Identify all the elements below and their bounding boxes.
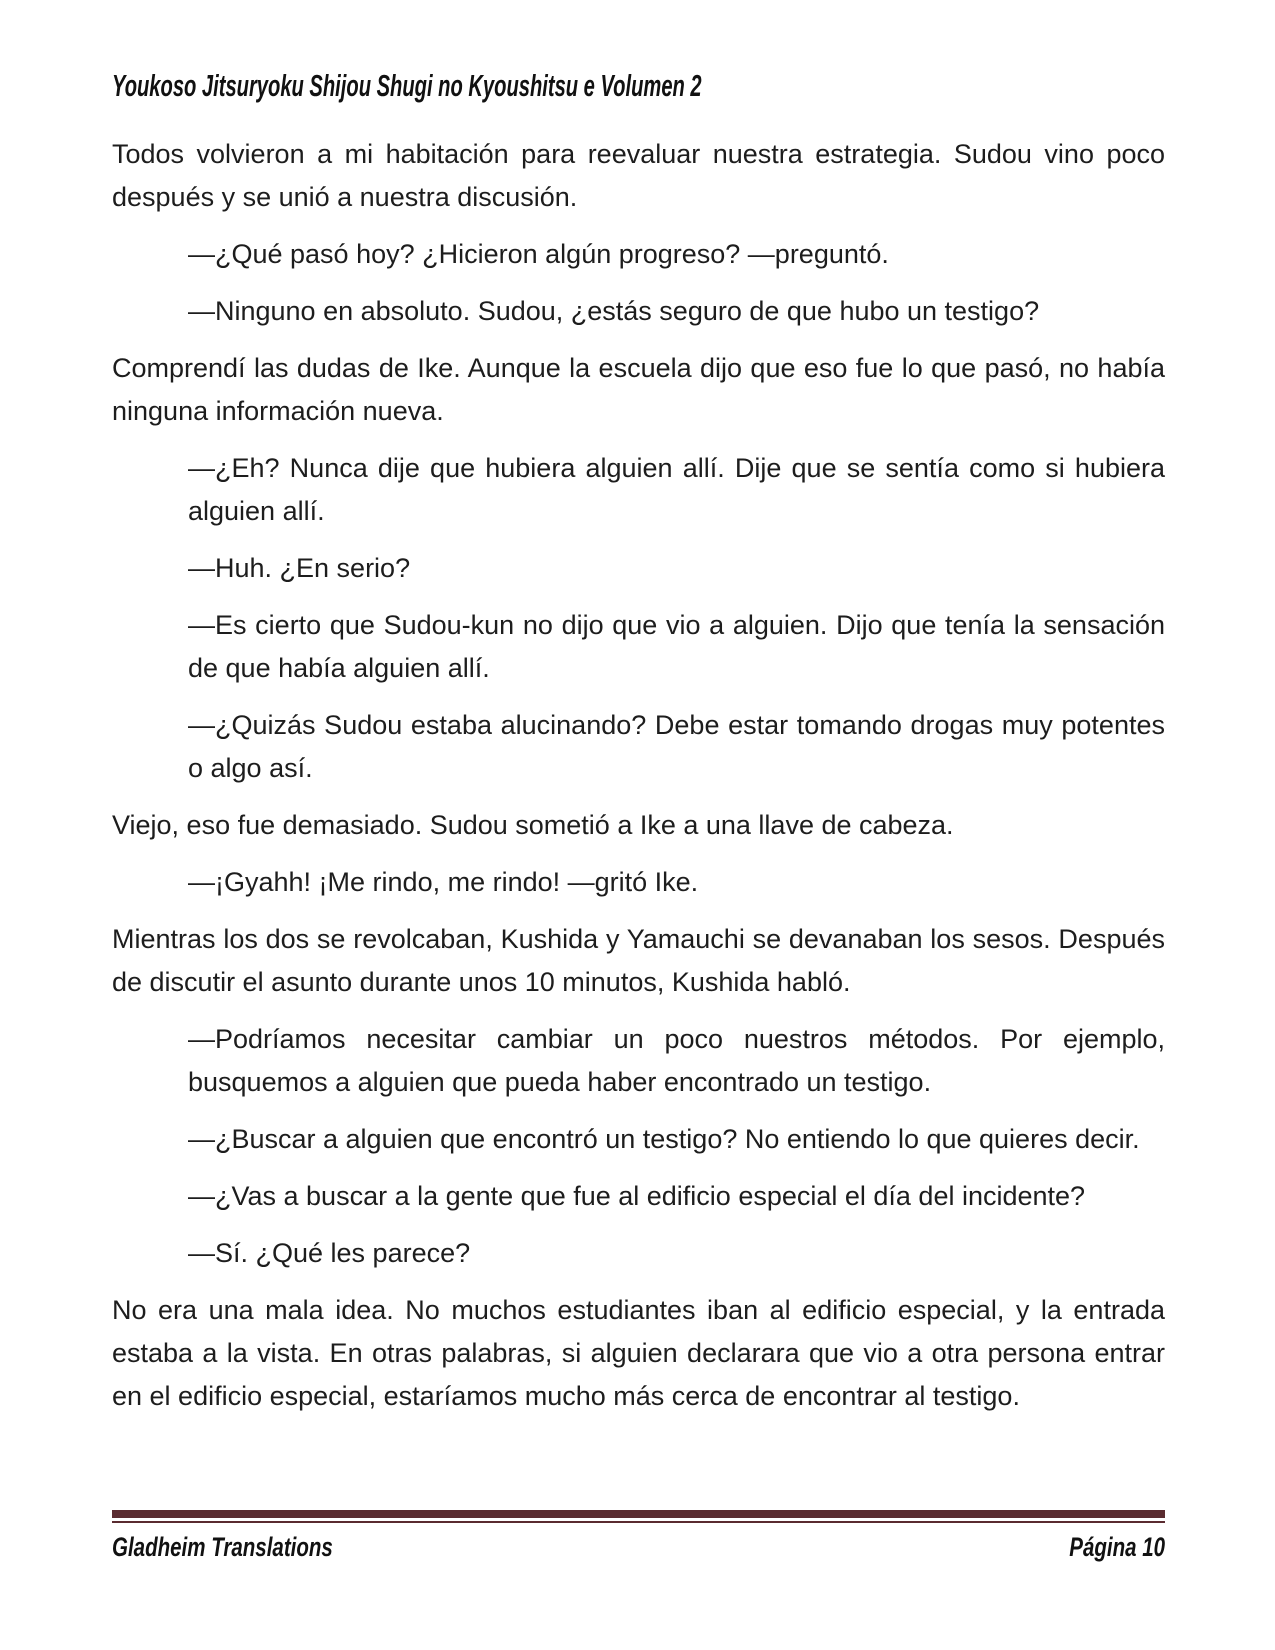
body-paragraph: Mientras los dos se revolcaban, Kushida y Yamauchi se devanaban los sesos. Después de discutir el asunto durante unos 10 minutos, Kushida habló. (112, 924, 1165, 997)
dialogue-paragraph: —¿Buscar a alguien que encontró un testigo? No entiendo lo que quieres decir. (188, 1124, 1140, 1154)
dialogue-paragraph: —Es cierto que Sudou-kun no dijo que vio a alguien. Dijo que tenía la sensación de que había alguien allí. (188, 610, 1165, 683)
dialogue-paragraph: —¿Quizás Sudou estaba alucinando? Debe estar tomando drogas muy potentes o algo así. (188, 710, 1165, 783)
document-body (112, 133, 1165, 1418)
body-paragraph: Viejo, eso fue demasiado. Sudou sometió a Ike a una llave de cabeza. (112, 810, 954, 840)
page-header-title: Youkoso Jitsuryoku Shijou Shugi no Kyoushitsu e Volumen 2 (112, 68, 702, 103)
dialogue-paragraph: —¿Eh? Nunca dije que hubiera alguien allí. Dije que se sentía como si hubiera alguien allí. (188, 453, 1165, 526)
body-paragraph: Todos volvieron a mi habitación para reevaluar nuestra estrategia. Sudou vino poco después y se unió a nuestra discusión. (112, 139, 1165, 212)
body-paragraph: Comprendí las dudas de Ike. Aunque la escuela dijo que eso fue lo que pasó, no había ninguna información nueva. (112, 353, 1165, 426)
page-footer (112, 1510, 1165, 1564)
footer-row (112, 1530, 1165, 1564)
dialogue-paragraph: —Ninguno en absoluto. Sudou, ¿estás seguro de que hubo un testigo? (188, 296, 1040, 326)
dialogue-paragraph: —¿Vas a buscar a la gente que fue al edificio especial el día del incidente? (188, 1181, 1086, 1211)
footer-translator-label: Gladheim Translations (112, 1532, 333, 1562)
body-paragraph: No era una mala idea. No muchos estudiantes iban al edificio especial, y la entrada estaba a la vista. En otras palabras, si alguien declarara que vio a otra persona entrar en el edificio especial, estaríamos mucho más cerca de encontrar al testigo. (112, 1295, 1165, 1411)
dialogue-paragraph: —Podríamos necesitar cambiar un poco nuestros métodos. Por ejemplo, busquemos a alguien que pueda haber encontrado un testigo. (188, 1024, 1165, 1097)
footer-page-number: Página 10 (1069, 1532, 1165, 1562)
footer-divider-rule (112, 1510, 1165, 1523)
dialogue-paragraph: —¡Gyahh! ¡Me rindo, me rindo! —gritó Ike. (188, 867, 699, 897)
page-header (112, 66, 1165, 110)
dialogue-paragraph: —¿Qué pasó hoy? ¿Hicieron algún progreso? —preguntó. (188, 239, 889, 269)
dialogue-paragraph: —Huh. ¿En serio? (188, 553, 411, 583)
dialogue-paragraph: —Sí. ¿Qué les parece? (188, 1238, 471, 1268)
